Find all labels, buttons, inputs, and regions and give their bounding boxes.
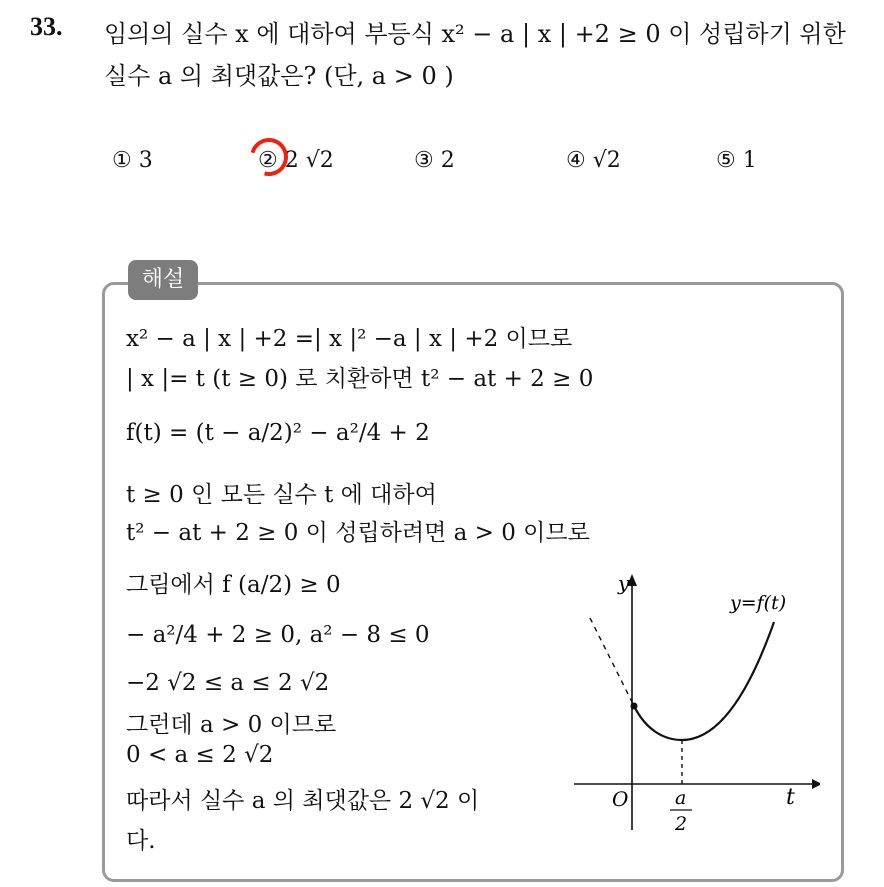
- solution-line: 그림에서 f (a/2) ≥ 0: [126, 572, 341, 598]
- curve-label: y=f(t): [730, 592, 787, 614]
- solution-line: f(t) = (t − a/2)² − a²/4 + 2: [126, 420, 430, 446]
- selected-answer-mark: [243, 131, 295, 183]
- function-graph: [560, 560, 820, 860]
- solution-line: | x |= t (t ≥ 0) 로 치환하면 t² − at + 2 ≥ 0: [126, 366, 594, 392]
- question-text-line2: 실수 a 의 최댓값은? (단, a > 0 ): [104, 62, 454, 90]
- question-text-line1: 임의의 실수 x 에 대하여 부등식 x² − a | x | +2 ≥ 0 이 성립하기 위한: [104, 20, 846, 48]
- solution-line: x² − a | x | +2 =| x |² −a | x | +2 이므로: [126, 326, 573, 352]
- solution-line: − a²/4 + 2 ≥ 0, a² − 8 ≤ 0: [126, 622, 430, 648]
- curve-dashed-part: [590, 618, 634, 706]
- solution-line: 0 < a ≤ 2 √2: [126, 742, 274, 768]
- parabola-curve: [634, 622, 774, 740]
- solution-line: −2 √2 ≤ a ≤ 2 √2: [126, 670, 330, 696]
- choice-4[interactable]: ④ √2: [566, 148, 621, 173]
- choice-5[interactable]: ⑤ 1: [716, 148, 757, 173]
- vertex-label-numerator: a: [675, 787, 687, 809]
- solution-tag: 해설: [128, 260, 198, 300]
- solution-line: t ≥ 0 인 모든 실수 t 에 대하여: [126, 482, 437, 508]
- origin-label: O: [612, 787, 629, 811]
- question-number: 33.: [30, 12, 63, 41]
- y-intercept-point: [631, 703, 638, 710]
- t-axis-arrow-icon: [812, 779, 820, 789]
- choice-2[interactable]: ② 2 √2: [258, 148, 334, 173]
- vertex-label-denominator: 2: [675, 813, 688, 835]
- choice-3[interactable]: ③ 2: [414, 148, 455, 173]
- solution-line: 그런데 a > 0 이므로: [126, 712, 337, 738]
- t-axis-label: t: [786, 785, 795, 810]
- y-axis-label: y: [618, 571, 630, 595]
- solution-line: 다.: [126, 828, 156, 854]
- solution-line: 따라서 실수 a 의 최댓값은 2 √2 이: [126, 788, 480, 814]
- choice-1[interactable]: ① 3: [112, 148, 153, 173]
- solution-line: t² − at + 2 ≥ 0 이 성립하려면 a > 0 이므로: [126, 520, 590, 546]
